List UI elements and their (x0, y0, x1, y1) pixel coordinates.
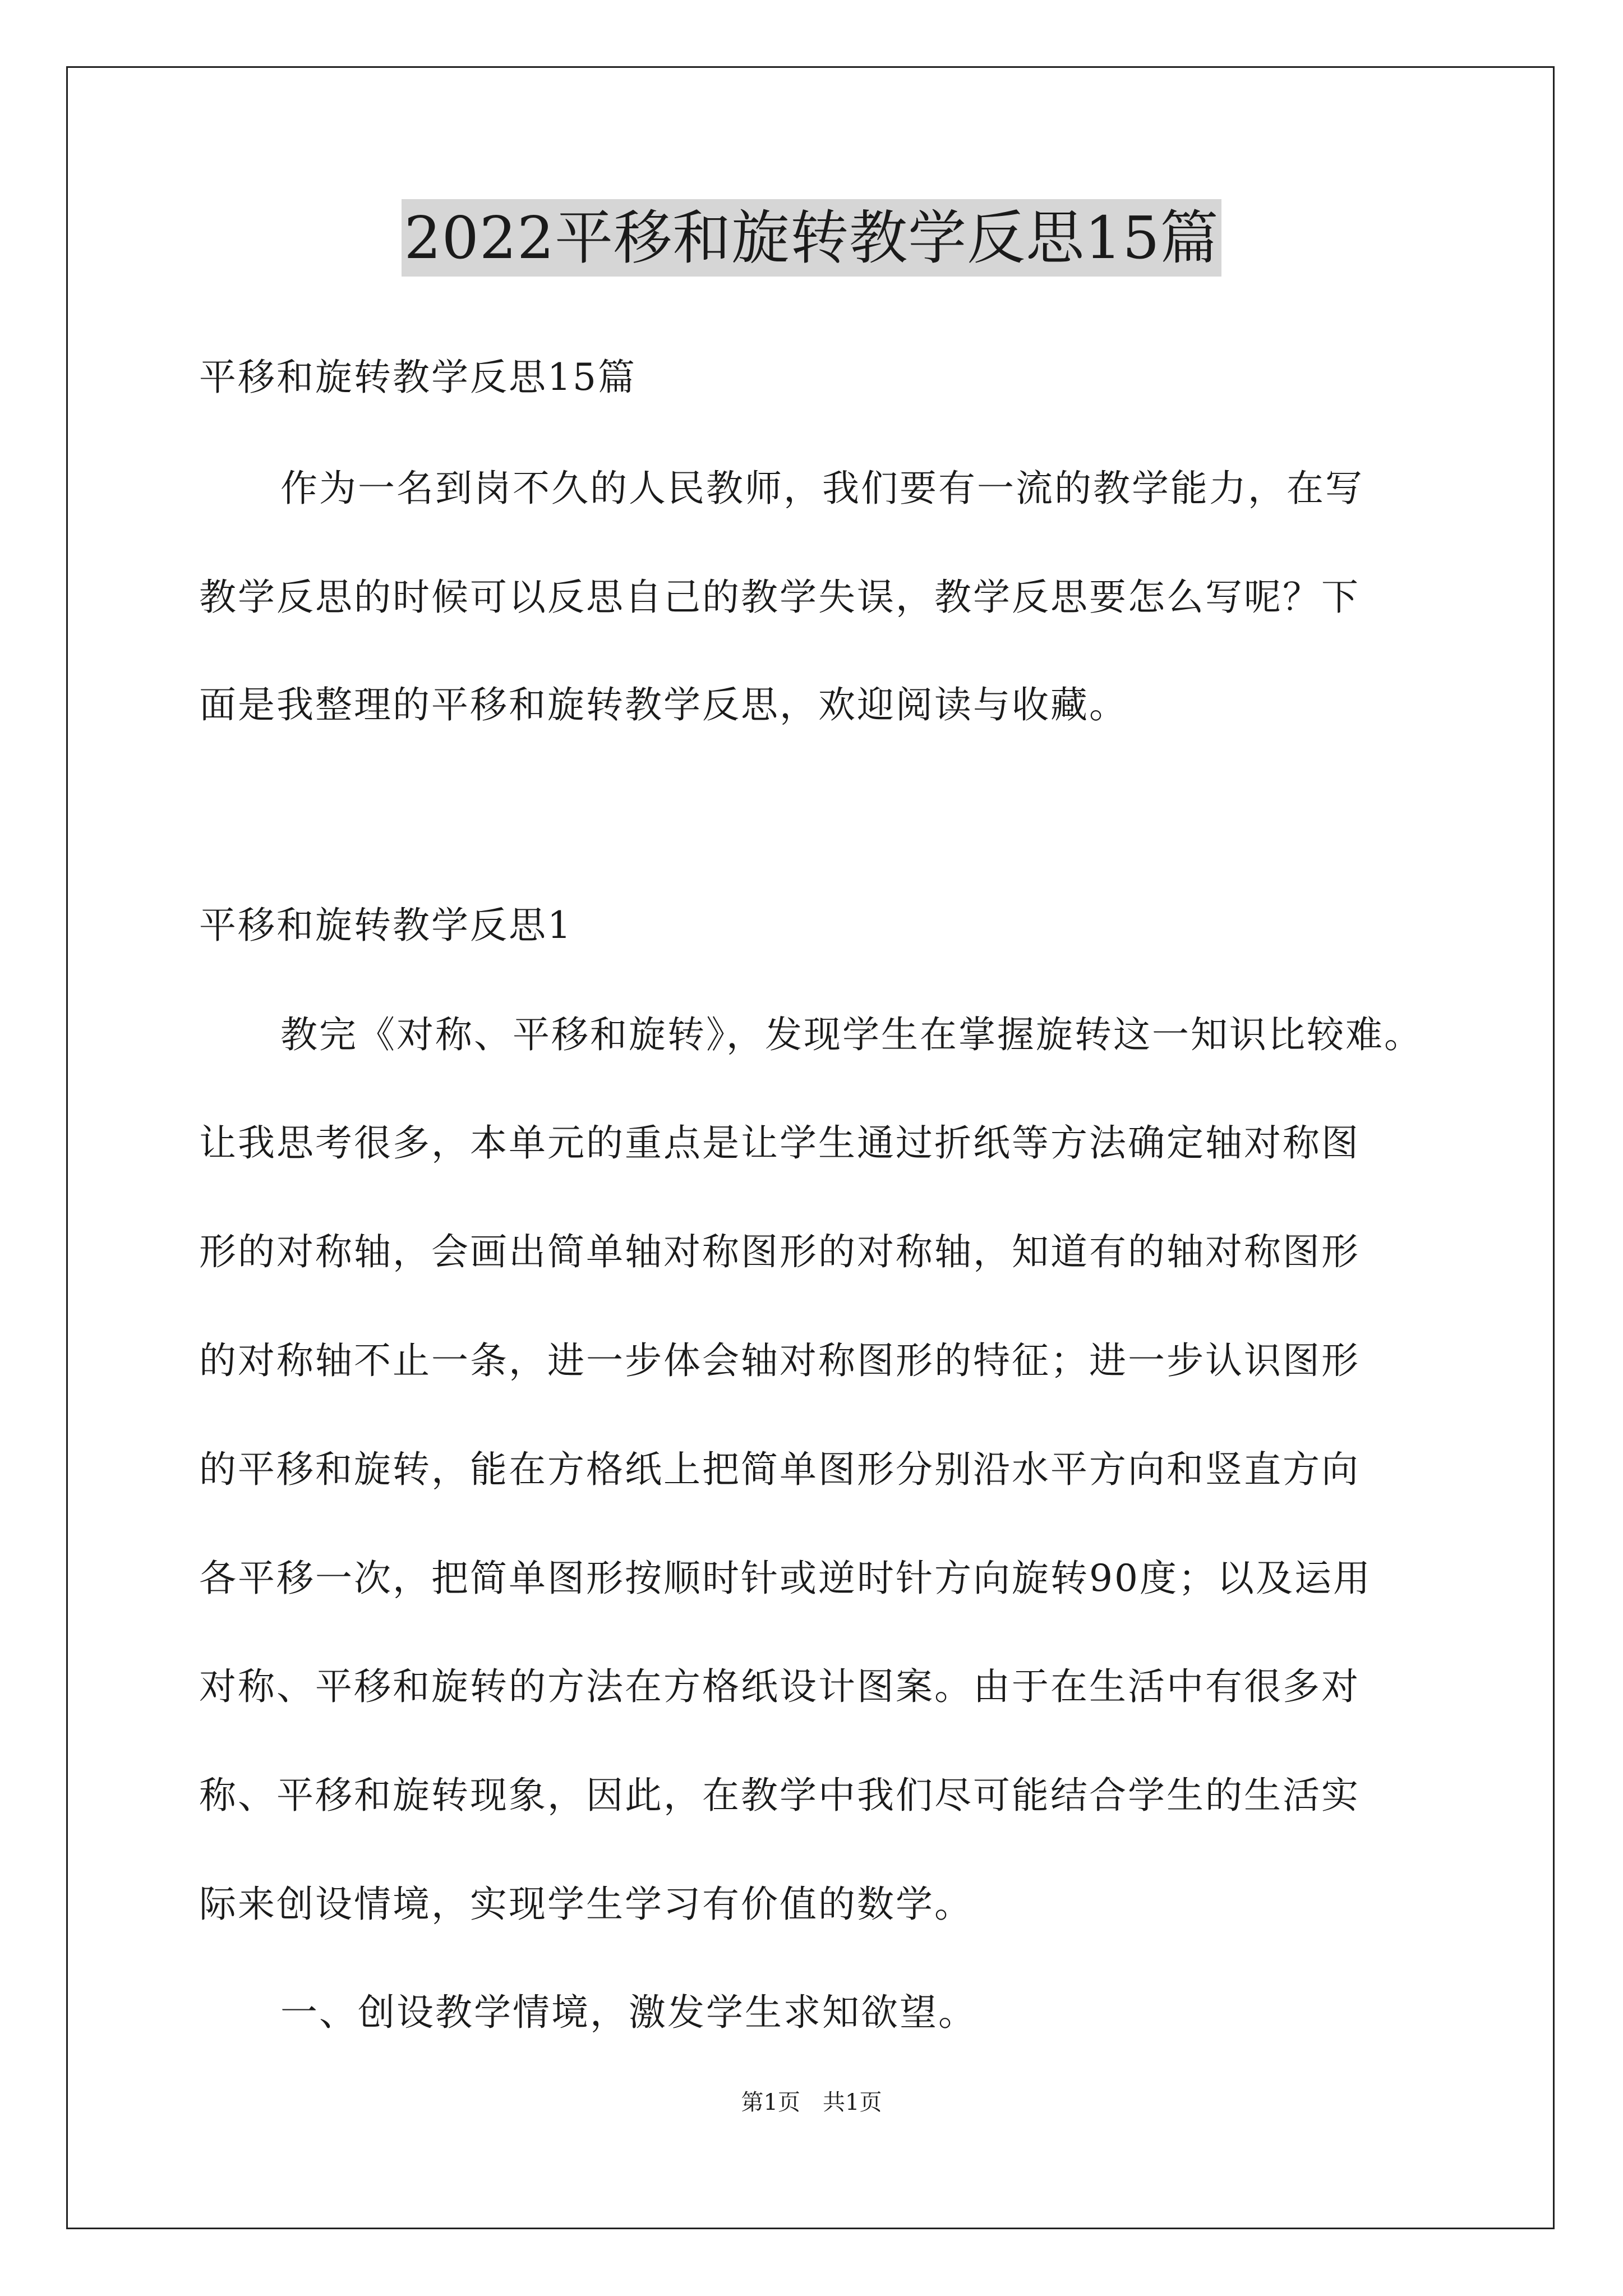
section1-line-3: 形的对称轴，会画出简单轴对称图形的对称轴，知道有的轴对称图形 (199, 1230, 1360, 1273)
section1-line-4: 的对称轴不止一条，进一步体会轴对称图形的特征；进一步认识图形 (199, 1339, 1360, 1382)
document-subtitle: 平移和旋转教学反思15篇 (199, 356, 637, 399)
point-1: 一、创设教学情境，激发学生求知欲望。 (280, 1991, 977, 2034)
section1-line-6: 各平移一次，把简单图形按顺时针或逆时针方向旋转90度；以及运用 (199, 1557, 1372, 1600)
intro-line-2: 教学反思的时候可以反思自己的教学失误，教学反思要怎么写呢？下 (199, 576, 1360, 619)
section1-line-7: 对称、平移和旋转的方法在方格纸设计图案。由于在生活中有很多对 (199, 1665, 1360, 1708)
section1-line-1: 教完《对称、平移和旋转》，发现学生在掌握旋转这一知识比较难。 (280, 1013, 1423, 1056)
section1-line-5: 的平移和旋转，能在方格纸上把简单图形分别沿水平方向和竖直方向 (199, 1448, 1360, 1491)
section1-line-2: 让我思考很多，本单元的重点是让学生通过折纸等方法确定轴对称图 (199, 1121, 1360, 1165)
section1-line-9: 际来创设情境，实现学生学习有价值的数学。 (199, 1883, 973, 1926)
page-footer: 第1页 共1页 (741, 2090, 882, 2115)
section1-line-8: 称、平移和旋转现象，因此，在教学中我们尽可能结合学生的生活实 (199, 1774, 1360, 1817)
section1-heading: 平移和旋转教学反思1 (199, 904, 573, 947)
document-title: 2022平移和旋转教学反思15篇 (402, 199, 1221, 277)
intro-line-3: 面是我整理的平移和旋转教学反思，欢迎阅读与收藏。 (199, 683, 1128, 726)
intro-line-1: 作为一名到岗不久的人民教师，我们要有一流的教学能力，在写 (280, 467, 1364, 510)
title-container (0, 199, 1623, 277)
